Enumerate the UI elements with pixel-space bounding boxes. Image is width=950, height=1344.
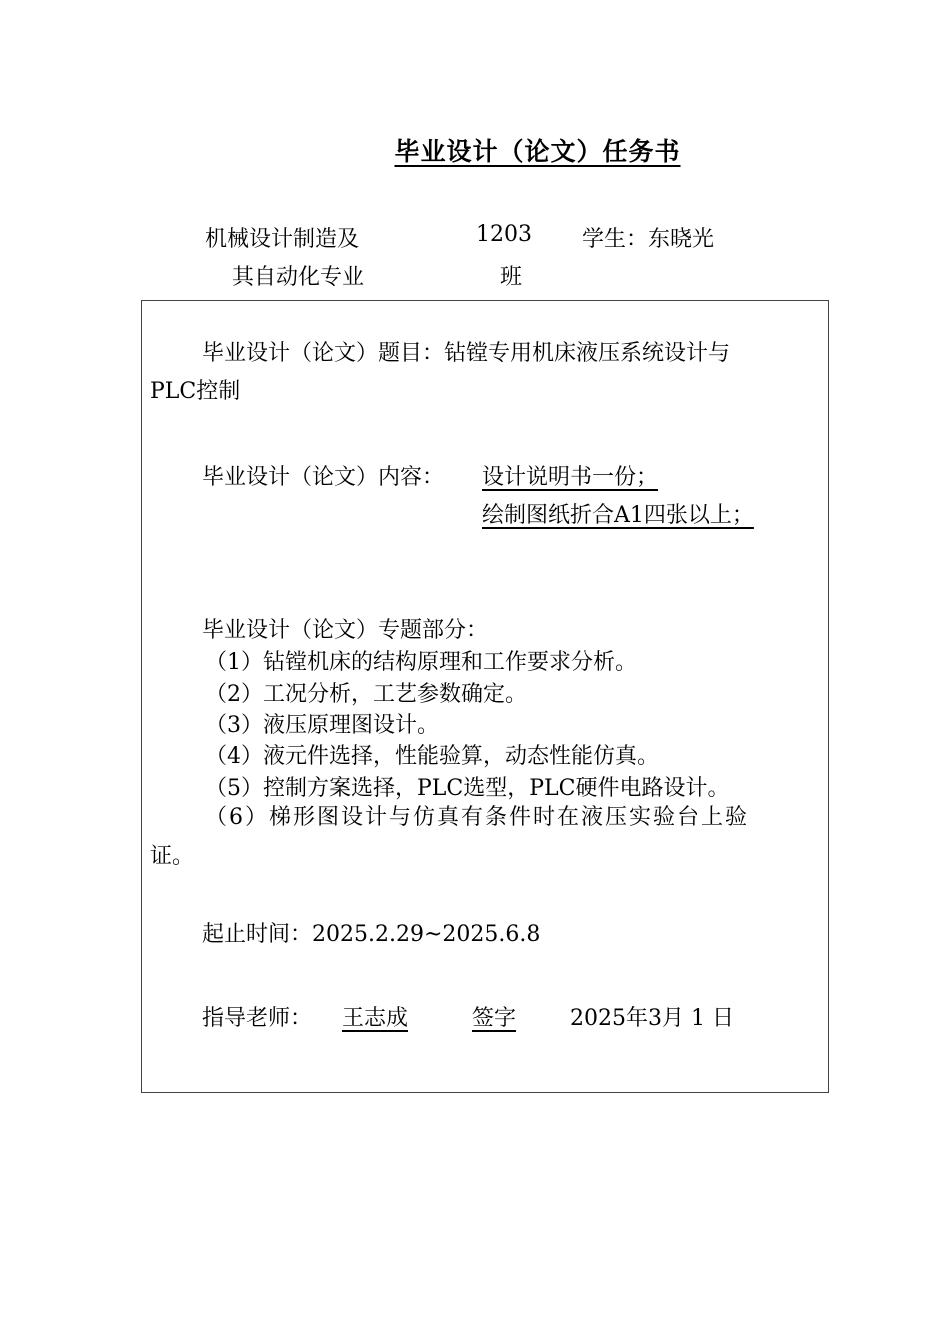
special-item-5: （5）控制方案选择，PLC选型，PLC硬件电路设计。 [205,776,730,801]
content-item-2: 绘制图纸折合A1四张以上； [482,503,754,528]
special-item-6: （6）梯形图设计与仿真有条件时在液压实验台上验 [205,805,749,830]
content-item-1: 设计说明书一份； [482,465,659,490]
topic-value-line2: PLC控制 [150,379,241,404]
period-label: 起止时间： [202,922,313,947]
special-item-6-continued: 证。 [150,844,195,869]
topic-line [202,341,730,367]
student-name: 学生：东晓光 [582,227,715,252]
period-line [202,922,540,948]
class-suffix: 班 [500,265,523,290]
topic-label: 毕业设计（论文）题目： [202,341,445,366]
period-value: 2025.2.29~2025.6.8 [312,922,541,947]
topic-value: 钻镗专用机床液压系统设计与 [444,341,731,366]
special-label: 毕业设计（论文）专题部分： [202,618,489,643]
major-line1: 机械设计制造及 [205,227,360,252]
document-title: 毕业设计（论文）任务书 [394,137,681,166]
advisor-sign-line [328,1006,546,1032]
special-item-4: （4）液元件选择，性能验算，动态性能仿真。 [205,744,659,769]
class-number: 1203 [476,222,532,247]
advisor-date: 2025年3月 1 日 [570,1006,734,1031]
special-item-1: （1）钻镗机床的结构原理和工作要求分析。 [205,650,637,675]
advisor-sign: 签字 [472,1006,517,1031]
content-label: 毕业设计（论文）内容： [202,465,445,490]
advisor-label: 指导老师： [202,1006,313,1031]
major-line2: 其自动化专业 [232,265,365,290]
advisor-name: 王志成 [342,1006,409,1031]
special-item-3: （3）液压原理图设计。 [205,713,439,738]
special-item-2: （2）工况分析，工艺参数确定。 [205,682,527,707]
